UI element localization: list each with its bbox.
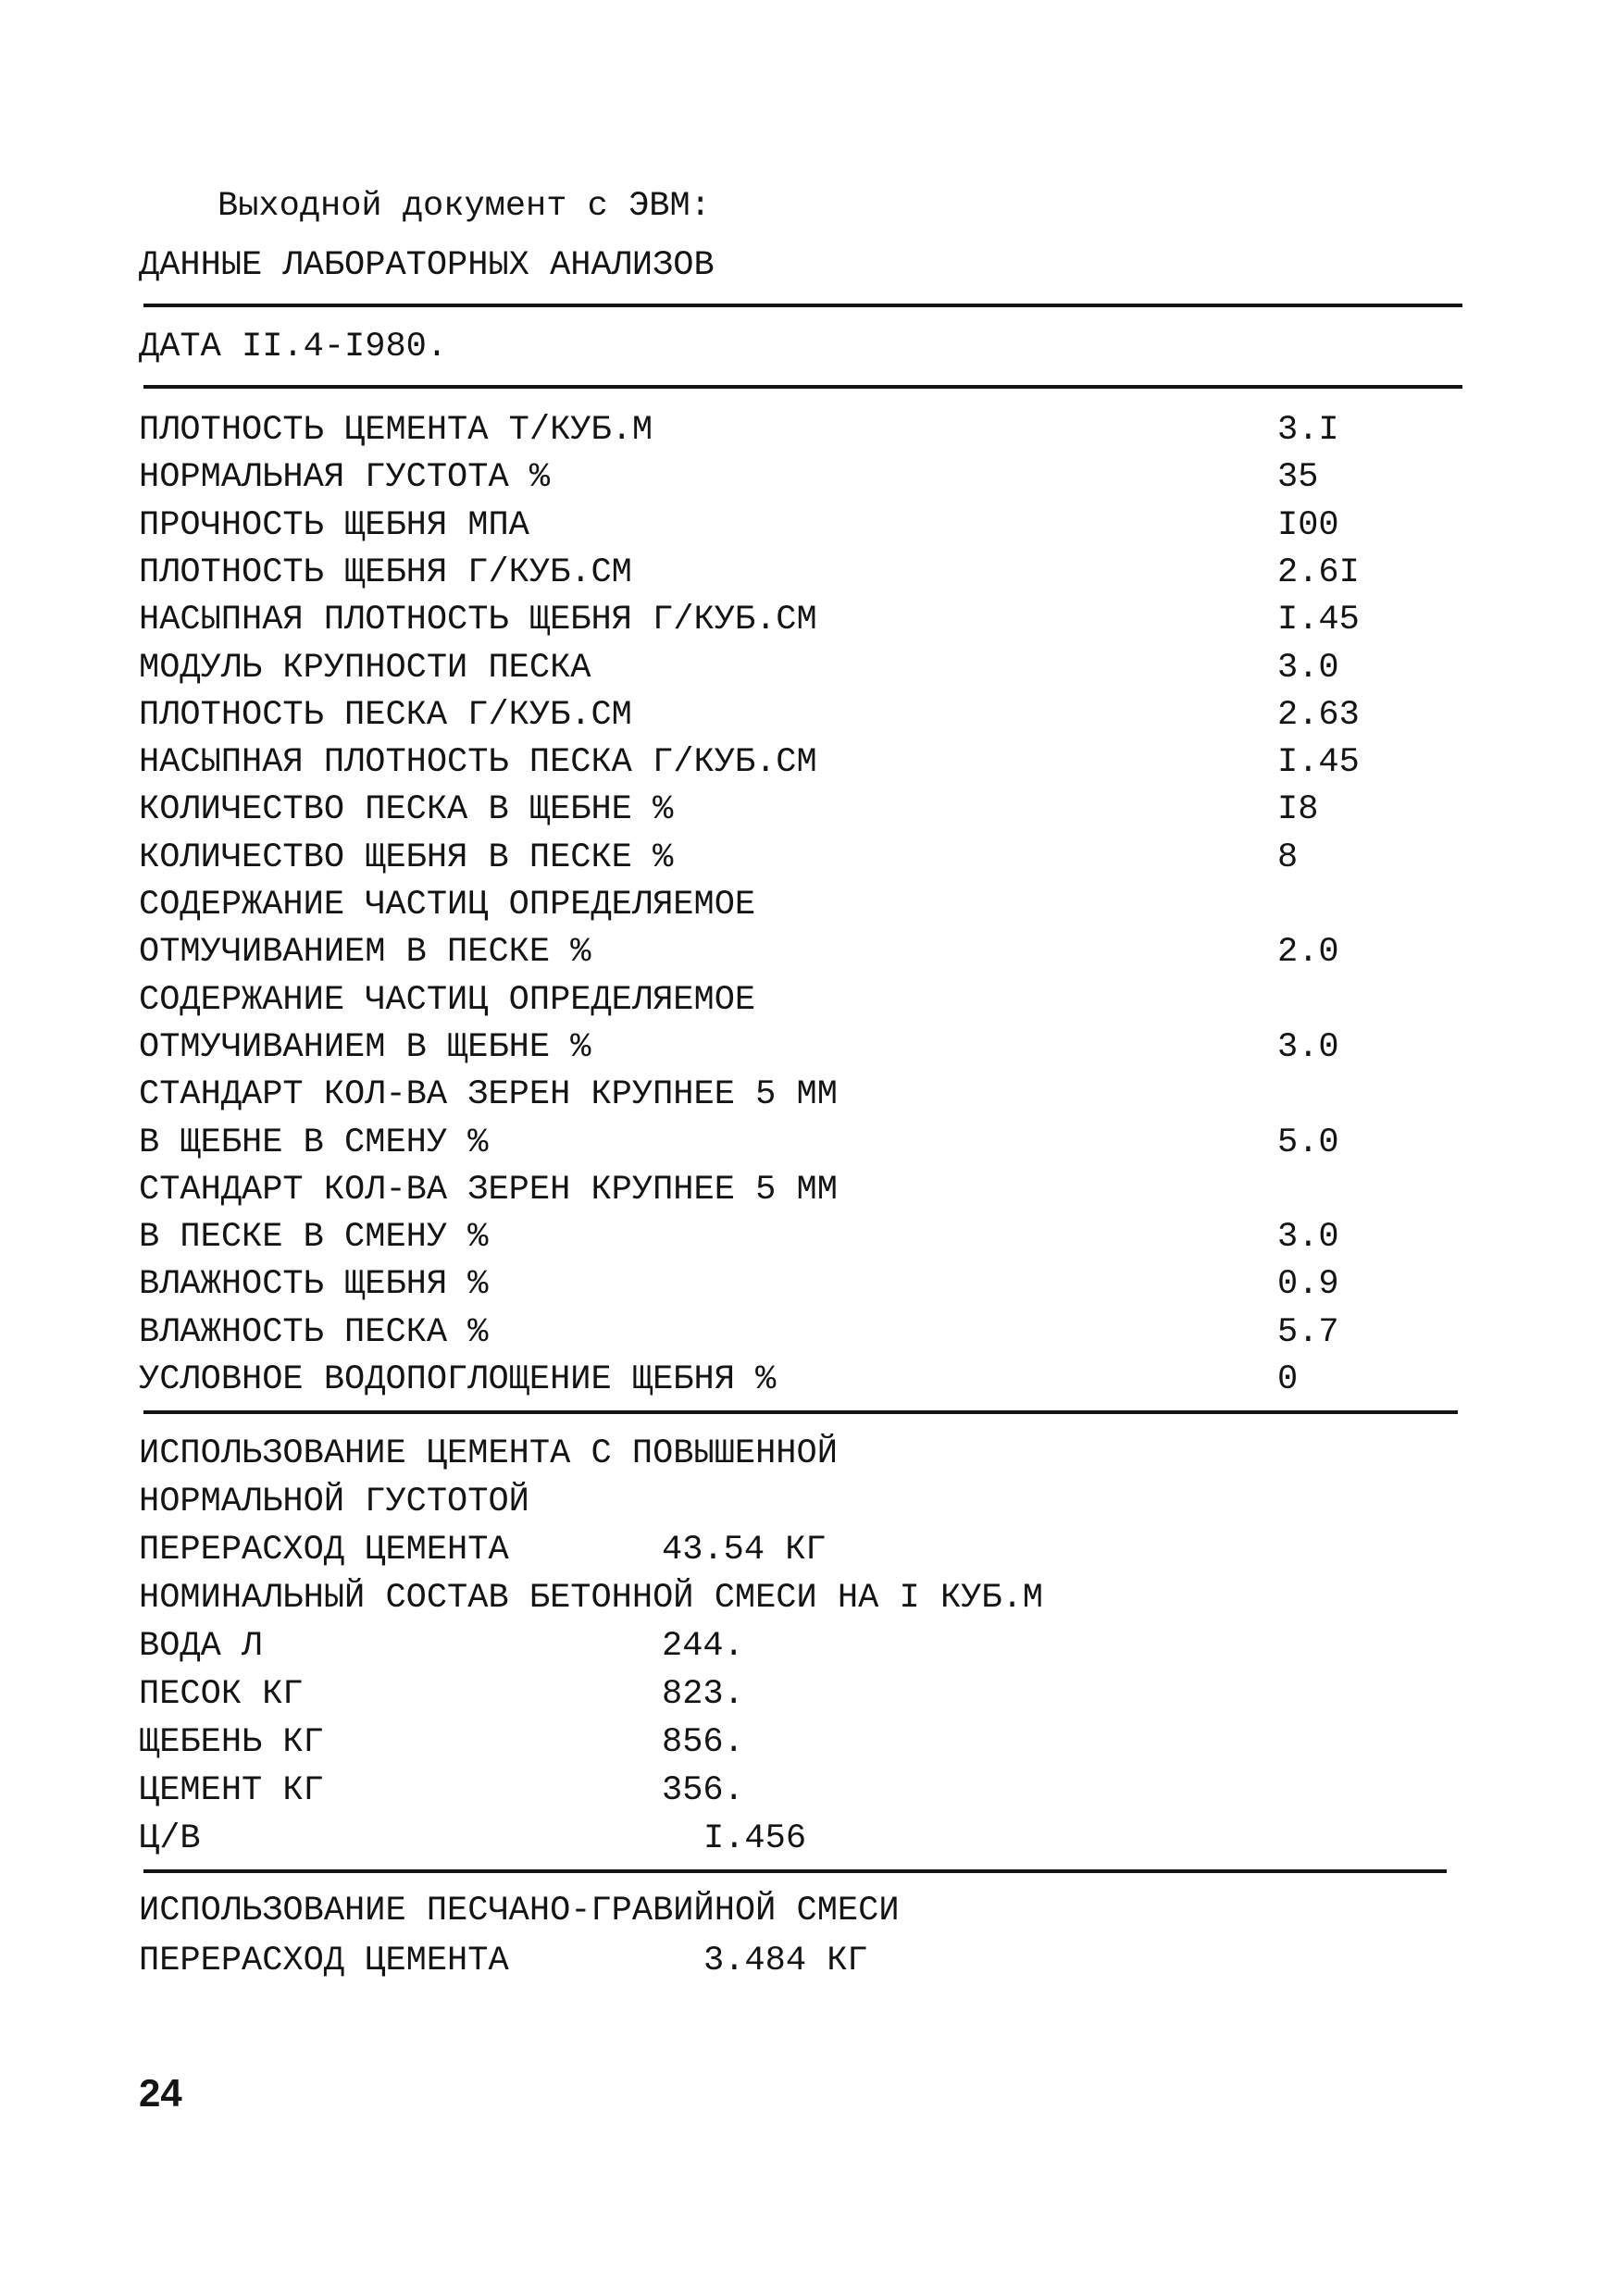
- composition-value: 356.: [662, 1771, 744, 1810]
- measurement-label: ПЛОТНОСТЬ ПЕСКА Г/КУБ.СМ: [139, 696, 632, 735]
- composition-label: ПЕСОК КГ: [139, 1675, 304, 1714]
- composition-heading: НОМИНАЛЬНЫЙ СОСТАВ БЕТОННОЙ СМЕСИ НА I КУБ.М: [139, 1579, 1043, 1618]
- measurement-value: 2.6I: [1277, 553, 1360, 592]
- divider-measurements: [143, 1410, 1458, 1414]
- document-intro: Выходной документ с ЭВМ:: [218, 187, 711, 226]
- measurement-value: 0: [1277, 1360, 1299, 1399]
- gravel-section-heading: ИСПОЛЬЗОВАНИЕ ПЕСЧАНО-ГРАВИЙНОЙ СМЕСИ: [139, 1892, 900, 1930]
- divider-top: [143, 304, 1462, 307]
- measurement-label: МОДУЛЬ КРУПНОСТИ ПЕСКА: [139, 649, 591, 688]
- measurement-label: НАСЫПНАЯ ПЛОТНОСТЬ ЩЕБНЯ Г/КУБ.СМ: [139, 601, 817, 639]
- measurement-value: 35: [1277, 458, 1319, 497]
- measurement-value: I.45: [1277, 743, 1360, 782]
- measurement-label: В ПЕСКЕ В СМЕНУ %: [139, 1218, 489, 1257]
- measurement-value: 0.9: [1277, 1265, 1339, 1304]
- page-number: 24: [139, 2071, 182, 2115]
- measurement-label: ОТМУЧИВАНИЕМ В ЩЕБНЕ %: [139, 1028, 591, 1067]
- measurement-label: ПРОЧНОСТЬ ЩЕБНЯ МПА: [139, 506, 529, 545]
- composition-label: ЦЕМЕНТ КГ: [139, 1771, 324, 1810]
- measurement-label: УСЛОВНОЕ ВОДОПОГЛОЩЕНИЕ ЩЕБНЯ %: [139, 1360, 777, 1399]
- measurement-label: СТАНДАРТ КОЛ-ВА ЗЕРЕН КРУПНЕЕ 5 ММ: [139, 1075, 838, 1114]
- cement-section-heading-2: НОРМАЛЬНОЙ ГУСТОТОЙ: [139, 1483, 529, 1521]
- measurement-value: 3.I: [1277, 411, 1339, 450]
- measurement-label: СОДЕРЖАНИЕ ЧАСТИЦ ОПРЕДЕЛЯЕМОЕ: [139, 886, 756, 925]
- measurement-label: ПЛОТНОСТЬ ЩЕБНЯ Г/КУБ.СМ: [139, 553, 632, 592]
- cement-overuse-label: ПЕРЕРАСХОД ЦЕМЕНТА: [139, 1531, 509, 1570]
- measurement-label: КОЛИЧЕСТВО ПЕСКА В ЩЕБНЕ %: [139, 790, 674, 829]
- cement-overuse-value: 43.54 КГ: [662, 1531, 827, 1570]
- gravel-overuse-value: 3.484 КГ: [703, 1942, 868, 1980]
- measurement-label: КОЛИЧЕСТВО ЩЕБНЯ В ПЕСКЕ %: [139, 838, 674, 877]
- measurement-label: ОТМУЧИВАНИЕМ В ПЕСКЕ %: [139, 933, 591, 972]
- measurement-value: 3.0: [1277, 649, 1339, 688]
- composition-label: ВОДА Л: [139, 1627, 263, 1666]
- measurement-label: ВЛАЖНОСТЬ ПЕСКА %: [139, 1313, 489, 1352]
- measurement-value: 3.0: [1277, 1028, 1339, 1067]
- composition-value: I.456: [703, 1819, 807, 1858]
- measurement-label: СОДЕРЖАНИЕ ЧАСТИЦ ОПРЕДЕЛЯЕМОЕ: [139, 981, 756, 1020]
- composition-label: ЩЕБЕНЬ КГ: [139, 1723, 324, 1762]
- composition-value: 823.: [662, 1675, 744, 1714]
- composition-value: 856.: [662, 1723, 744, 1762]
- measurement-value: 5.0: [1277, 1123, 1339, 1162]
- measurement-label: ПЛОТНОСТЬ ЦЕМЕНТА Т/КУБ.М: [139, 411, 653, 450]
- document-title: ДАННЫЕ ЛАБОРАТОРНЫХ АНАЛИЗОВ: [139, 246, 715, 285]
- measurement-label: В ЩЕБНЕ В СМЕНУ %: [139, 1123, 489, 1162]
- measurement-value: 5.7: [1277, 1313, 1339, 1352]
- composition-value: 244.: [662, 1627, 744, 1666]
- measurement-label: НАСЫПНАЯ ПЛОТНОСТЬ ПЕСКА Г/КУБ.СМ: [139, 743, 817, 782]
- gravel-overuse-label: ПЕРЕРАСХОД ЦЕМЕНТА: [139, 1942, 509, 1980]
- measurement-value: 3.0: [1277, 1218, 1339, 1257]
- measurement-value: 8: [1277, 838, 1299, 877]
- measurement-value: 2.0: [1277, 933, 1339, 972]
- measurement-label: ВЛАЖНОСТЬ ЩЕБНЯ %: [139, 1265, 489, 1304]
- document-date: ДАТА II.4-I980.: [139, 328, 448, 366]
- composition-label: Ц/В: [139, 1819, 201, 1858]
- divider-date: [143, 385, 1462, 389]
- measurement-value: 2.63: [1277, 696, 1360, 735]
- measurement-label: СТАНДАРТ КОЛ-ВА ЗЕРЕН КРУПНЕЕ 5 ММ: [139, 1171, 838, 1210]
- measurement-label: НОРМАЛЬНАЯ ГУСТОТА %: [139, 458, 551, 497]
- measurement-value: I.45: [1277, 601, 1360, 639]
- measurement-value: I00: [1277, 506, 1339, 545]
- measurement-value: I8: [1277, 790, 1319, 829]
- divider-cement: [143, 1869, 1447, 1873]
- cement-section-heading-1: ИСПОЛЬЗОВАНИЕ ЦЕМЕНТА С ПОВЫШЕННОЙ: [139, 1434, 838, 1473]
